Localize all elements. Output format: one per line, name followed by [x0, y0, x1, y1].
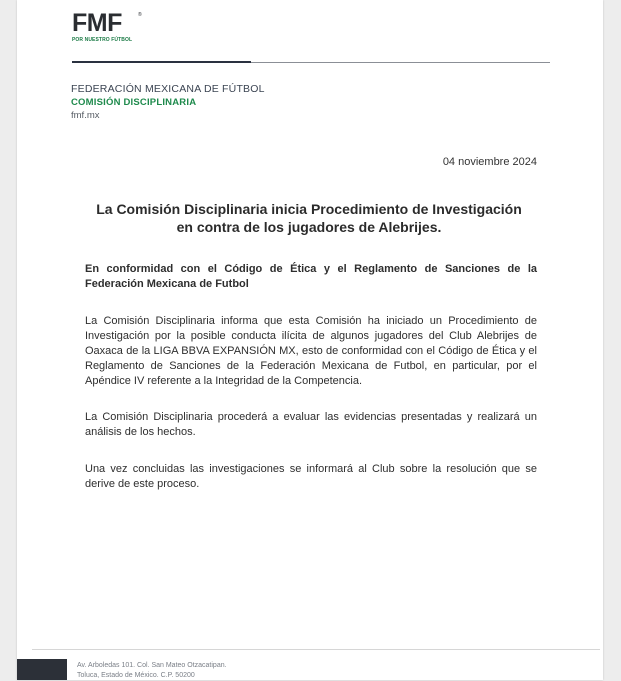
website-link[interactable]: fmf.mx	[71, 110, 100, 121]
paragraph-3: Una vez concluidas las investigaciones se informará al Club sobre la resolución que se derive de este proceso.	[85, 463, 537, 490]
document-title	[81, 200, 537, 236]
logo-tagline: POR NUESTRO FÚTBOL	[72, 37, 133, 43]
footer-rule	[32, 649, 600, 650]
sender-block	[71, 83, 265, 122]
paragraph-1: La Comisión Disciplinaria informa que esta Comisión ha iniciado un Procedimiento de Investigación por la posible conducta ilícita de algunos jugadores del Club Alebrijes de Oaxaca de la LIGA BBVA EXPANSIÓN MX, esto de conformidad con el Código de Ética y el Reglamento de Sanciones de la Federación Mexicana de Futbol, en particular, por el Apéndice IV referente a la Integridad de la Competencia.	[85, 315, 537, 387]
title-line-2: en contra de los jugadores de Alebrijes.	[176, 219, 442, 235]
footer-block	[17, 659, 67, 680]
footer-address	[77, 661, 227, 681]
document-page	[17, 0, 603, 680]
address-line-1: Av. Arboledas 101. Col. San Mateo Otzacatipan.	[77, 662, 227, 669]
department-name: COMISIÓN DISCIPLINARIA	[71, 97, 197, 108]
header-rule-light	[251, 62, 550, 63]
org-name: FEDERACIÓN MEXICANA DE FÚTBOL	[71, 83, 265, 95]
logo-mark: FMF	[72, 9, 122, 37]
header-rule-dark	[72, 61, 251, 63]
document-subtitle: En conformidad con el Código de Ética y el Reglamento de Sanciones de la Federación Mexicana de Futbol	[85, 263, 537, 290]
address-line-2: Toluca, Estado de México. C.P. 50200	[77, 672, 195, 679]
document-date: 04 noviembre 2024	[442, 156, 537, 168]
fmf-logo	[72, 9, 142, 43]
paragraph-2: La Comisión Disciplinaria procederá a evaluar las evidencias presentadas y realizará un análisis de los hechos.	[85, 411, 537, 438]
registered-mark: ®	[138, 12, 142, 18]
title-line-1: La Comisión Disciplinaria inicia Procedimiento de Investigación	[96, 201, 522, 217]
